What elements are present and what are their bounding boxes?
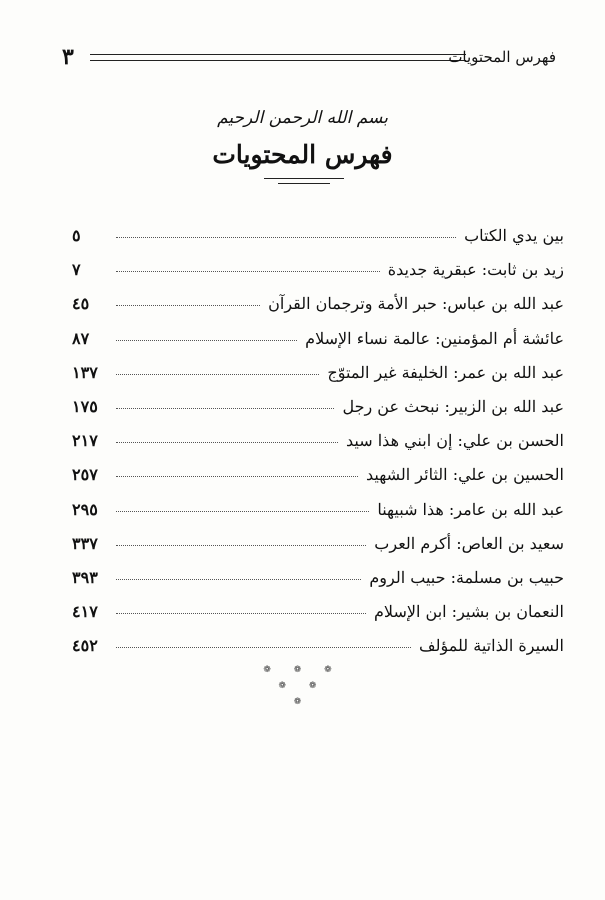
toc-entry-title: عبد الله بن عباس: حبر الأمة وترجمان القرآن bbox=[268, 294, 564, 314]
toc-entry-title: سعيد بن العاص: أكرم العرب bbox=[374, 533, 564, 553]
toc-entry bbox=[72, 465, 564, 499]
header-double-rule bbox=[90, 54, 466, 61]
toc-dot-leader bbox=[116, 304, 260, 306]
toc-dot-leader bbox=[116, 407, 334, 409]
toc-entry-page: ٣٩٣ bbox=[72, 567, 98, 587]
toc-entry-title: بين يدي الكتاب bbox=[464, 226, 564, 245]
toc-entry bbox=[72, 260, 564, 294]
toc-dot-leader bbox=[116, 544, 366, 546]
toc-entry-page: ٤٥ bbox=[72, 294, 90, 314]
toc-entry-page: ٤٥٢ bbox=[72, 636, 98, 656]
toc-dot-leader bbox=[116, 475, 358, 477]
basmala: بسم الله الرحمن الرحيم bbox=[217, 108, 388, 128]
title-underline bbox=[264, 178, 344, 179]
ornament-line: ❁ ❁ bbox=[278, 681, 327, 691]
toc-dot-leader bbox=[116, 373, 319, 375]
toc-entry-title: عائشة أم المؤمنين: عالمة نساء الإسلام bbox=[305, 328, 564, 348]
toc-dot-leader bbox=[116, 612, 366, 614]
toc-entry-page: ٤١٧ bbox=[72, 602, 98, 622]
toc-entry-page: ١٧٥ bbox=[72, 396, 98, 416]
toc-entry bbox=[72, 534, 564, 568]
toc-entry-page: ٢٥٧ bbox=[72, 465, 98, 485]
toc-entry-title: عبد الله بن عامر: هذا شبيهنا bbox=[377, 499, 564, 519]
toc-entry bbox=[72, 568, 564, 602]
toc-entry-title: زيد بن ثابت: عبقرية جديدة bbox=[387, 260, 564, 280]
toc-dot-leader bbox=[116, 441, 338, 443]
toc-entry-title: النعمان بن بشير: ابن الإسلام bbox=[374, 602, 564, 622]
page-number: ٣ bbox=[62, 44, 74, 70]
toc-entry-title: السيرة الذاتية للمؤلف bbox=[419, 636, 564, 656]
toc-dot-leader bbox=[116, 510, 369, 512]
toc-entry bbox=[72, 431, 564, 465]
toc-entry bbox=[72, 397, 564, 431]
toc-entry-page: ٥ bbox=[72, 226, 81, 245]
running-header bbox=[62, 44, 556, 72]
toc-dot-leader bbox=[116, 270, 380, 272]
page-title: فهرس المحتويات bbox=[212, 140, 393, 169]
running-title: فهرس المحتويات bbox=[448, 48, 556, 66]
title-underline-short bbox=[278, 183, 330, 184]
toc-entry-title: حبيب بن مسلمة: حبيب الروم bbox=[369, 567, 564, 587]
toc-dot-leader bbox=[116, 646, 411, 648]
toc-entry-title: عبد الله بن عمر: الخليفة غير المتوّج bbox=[327, 362, 564, 382]
toc-entry-page: ٢١٧ bbox=[72, 431, 98, 451]
table-of-contents bbox=[72, 226, 564, 670]
toc-entry bbox=[72, 226, 564, 260]
closing-ornament bbox=[0, 662, 605, 710]
toc-entry-page: ٨٧ bbox=[72, 328, 90, 348]
toc-entry bbox=[72, 329, 564, 363]
toc-entry bbox=[72, 363, 564, 397]
toc-entry bbox=[72, 294, 564, 328]
toc-dot-leader bbox=[116, 578, 361, 580]
toc-dot-leader bbox=[116, 236, 456, 238]
toc-entry-title: عبد الله بن الزبير: نبحث عن رجل bbox=[342, 396, 564, 416]
ornament-line: ❁ bbox=[293, 697, 312, 707]
toc-entry-page: ٣٣٧ bbox=[72, 533, 98, 553]
toc-entry-title: الحسن بن علي: إن ابني هذا سيد bbox=[346, 431, 564, 451]
toc-entry-page: ٧ bbox=[72, 260, 81, 280]
ornament-line: ❁ ❁ ❁ bbox=[263, 665, 342, 675]
toc-dot-leader bbox=[116, 339, 297, 341]
toc-entry bbox=[72, 500, 564, 534]
toc-entry bbox=[72, 602, 564, 636]
toc-entry-page: ٢٩٥ bbox=[72, 499, 98, 519]
toc-entry-title: الحسين بن علي: الثائر الشهيد bbox=[366, 465, 564, 485]
toc-entry-page: ١٣٧ bbox=[72, 362, 98, 382]
